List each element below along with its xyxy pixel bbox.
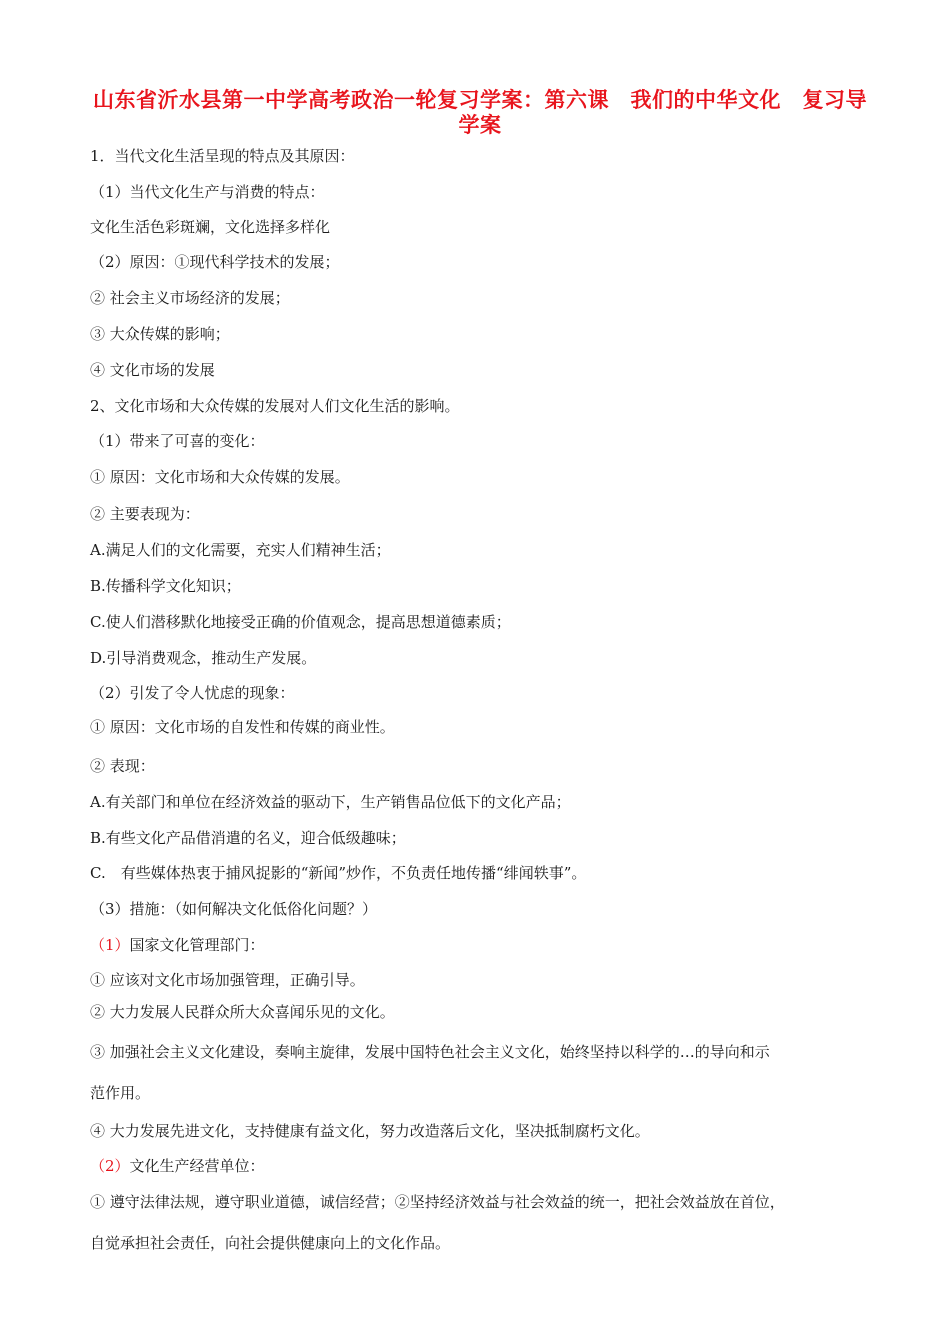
paragraph-line: 文化生活色彩斑斓，文化选择多样化: [90, 218, 331, 236]
subheading-text: 文化生产经营单位：: [129, 1157, 265, 1175]
subheading-2-1: （1）带来了可喜的变化：: [90, 432, 265, 450]
paragraph-line: C. 有些媒体热衷于捕风捉影的“新闻”炒作，不负责任地传播“绯闻轶事”。: [90, 864, 587, 882]
paragraph-line: A.有关部门和单位在经济效益的驱动下，生产销售品位低下的文化产品；: [90, 793, 571, 811]
paragraph-line: C.使人们潜移默化地接受正确的价值观念，提高思想道德素质；: [90, 613, 511, 631]
paragraph-line: D.引导消费观念，推动生产发展。: [90, 649, 317, 667]
paragraph-line: ④ 文化市场的发展: [90, 361, 215, 379]
subheading-2-3: （3）措施：（如何解决文化低俗化问题？）: [90, 900, 378, 918]
paragraph-line: 范作用。: [90, 1084, 151, 1102]
paragraph-line: ② 社会主义市场经济的发展；: [90, 289, 290, 307]
document-title: 山东省沂水县第一中学高考政治一轮复习学案：第六课 我们的中华文化 复习导学案: [93, 88, 867, 137]
paragraph-line: ③ 加强社会主义文化建设，奏响主旋律，发展中国特色社会主义文化，始终坚持以科学的…的导向和示: [90, 1043, 770, 1061]
subheading-1-1: （1）当代文化生产与消费的特点：: [90, 183, 325, 201]
paragraph-line: A.满足人们的文化需要，充实人们精神生活；: [90, 541, 391, 559]
paragraph-line: ① 遵守法律法规，遵守职业道德，诚信经营；②坚持经济效益与社会效益的统一，把社会效益放在首位，: [90, 1193, 785, 1211]
paragraph-line: B.有些文化产品借消遣的名义，迎合低级趣味；: [90, 829, 406, 847]
subheading-2-2: （2）引发了令人忧虑的现象：: [90, 684, 295, 702]
paragraph-line: ① 应该对文化市场加强管理，正确引导。: [90, 971, 365, 989]
heading-2: 2、文化市场和大众传媒的发展对人们文化生活的影响。: [90, 397, 460, 415]
subheading-admin-departments: [90, 935, 265, 955]
paragraph-line: ② 表现：: [90, 757, 155, 775]
subheading-production-units: [90, 1156, 265, 1176]
paragraph-line: ② 主要表现为：: [90, 505, 200, 523]
paragraph-line: ④ 大力发展先进文化，支持健康有益文化，努力改造落后文化，坚决抵制腐朽文化。: [90, 1122, 650, 1140]
red-number-label: （2）: [90, 1157, 130, 1175]
paragraph-line: ③ 大众传媒的影响；: [90, 325, 230, 343]
heading-1: 1．当代文化生活呈现的特点及其原因：: [90, 147, 355, 165]
red-number-label: （1）: [90, 936, 130, 954]
paragraph-line: ① 原因：文化市场和大众传媒的发展。: [90, 468, 350, 486]
paragraph-line: ① 原因：文化市场的自发性和传媒的商业性。: [90, 718, 395, 736]
subheading-text: 国家文化管理部门：: [129, 936, 265, 954]
paragraph-line: ② 大力发展人民群众所大众喜闻乐见的文化。: [90, 1003, 395, 1021]
paragraph-line: B.传播科学文化知识；: [90, 577, 241, 595]
paragraph-line: 自觉承担社会责任，向社会提供健康向上的文化作品。: [90, 1234, 451, 1252]
paragraph-line: （2）原因：①现代科学技术的发展；: [90, 253, 340, 271]
